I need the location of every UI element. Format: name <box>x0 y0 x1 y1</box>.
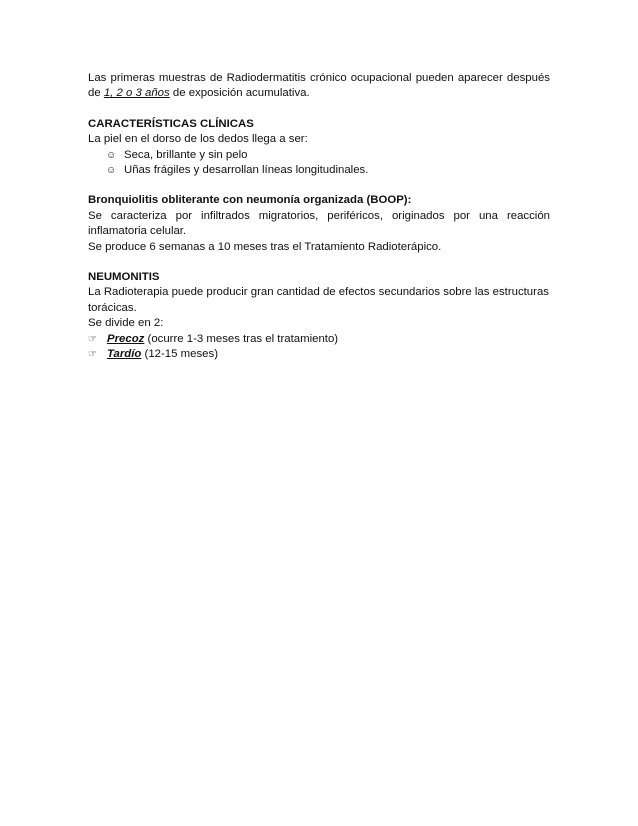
neumonitis-term: Tardío <box>107 348 142 361</box>
clinical-item-text: Seca, brillante y sin pelo <box>124 148 248 161</box>
neumonitis-detail: (ocurre 1-3 meses tras el tratamiento) <box>144 332 339 345</box>
neumonitis-list-item <box>88 332 550 347</box>
clinical-list-item <box>88 148 550 163</box>
clinical-lead: La piel en el dorso de los dedos llega a ser: <box>88 133 308 146</box>
neumonitis-divide: Se divide en 2: <box>88 317 164 330</box>
neumonitis-detail: (12-15 meses) <box>141 348 218 361</box>
clinical-list-item <box>88 163 550 178</box>
pointing-hand-icon: ☞ <box>88 333 97 345</box>
document-page <box>88 71 550 363</box>
intro-emphasis: 1, 2 o 3 años <box>103 87 170 100</box>
boop-timing: Se produce 6 semanas a 10 meses tras el Tratamiento Radioterápico. <box>88 240 442 253</box>
neumonitis-description: La Radioterapia puede producir gran cantidad de efectos secundarios sobre las estructuras torácicas. <box>88 286 549 314</box>
circle-bullet-icon: ☺ <box>106 149 117 161</box>
circle-bullet-icon: ☺ <box>106 165 117 177</box>
intro-text-after: de exposición acumulativa. <box>169 87 310 100</box>
clinical-item-text: Uñas frágiles y desarrollan líneas longitudinales. <box>124 164 369 177</box>
intro-text-before: Las primeras muestras de Radiodermatitis crónico ocupacional pueden aparecer después de <box>88 72 550 100</box>
pointing-hand-icon: ☞ <box>88 349 97 361</box>
neumonitis-heading: NEUMONITIS <box>88 271 160 284</box>
neumonitis-list-item <box>88 347 550 362</box>
boop-heading: Bronquiolitis obliterante con neumonía organizada (BOOP): <box>88 194 412 207</box>
clinical-heading: CARACTERÍSTICAS CLÍNICAS <box>88 117 254 130</box>
boop-description: Se caracteriza por infiltrados migratorios, periféricos, originados por una reacción inflamatoria celular. <box>88 209 550 238</box>
intro-paragraph <box>88 71 550 102</box>
neumonitis-term: Precoz <box>107 332 145 345</box>
